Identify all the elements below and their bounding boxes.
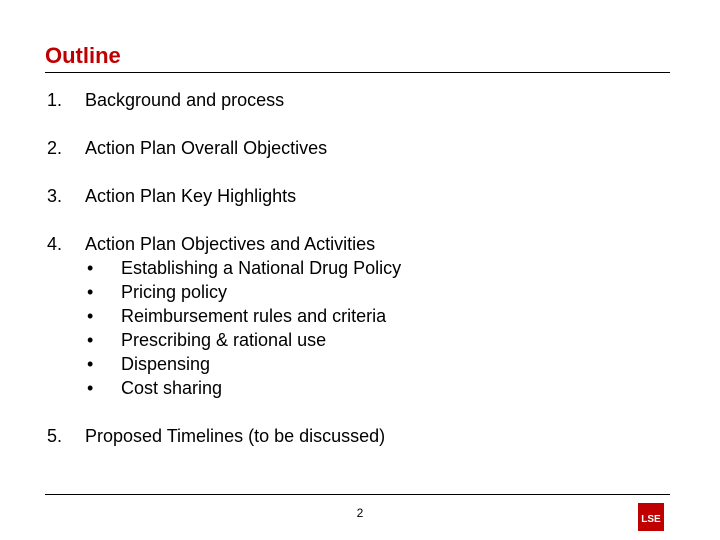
sub-item [85,256,401,280]
outline-list [47,88,401,448]
item-number: 1. [47,90,63,110]
item-number: 3. [47,186,63,206]
item-number: 2. [47,138,63,158]
outline-item-5 [47,424,401,448]
sub-item [85,328,401,352]
outline-item-2 [47,136,401,160]
sub-item [85,280,401,304]
title-divider [45,72,670,73]
sub-item-text: Prescribing & rational use [121,330,327,350]
page-number: 2 [356,506,364,520]
item-text: Action Plan Key Highlights [85,186,297,206]
item-text: Action Plan Objectives and Activities [85,234,376,254]
sub-item-text: Dispensing [121,354,211,374]
bullet-icon: • [87,354,94,374]
outline-item-1 [47,88,401,112]
sub-item [85,304,401,328]
sub-list [85,256,401,400]
outline-item-4 [47,232,401,400]
footer-divider [45,494,670,495]
bullet-icon: • [87,306,94,326]
bullet-icon: • [87,282,94,302]
bullet-icon: • [87,378,94,398]
sub-item-text: Pricing policy [121,282,228,302]
logo-text: LSE [641,514,661,525]
outline-item-3 [47,184,401,208]
slide-title: Outline [45,43,121,68]
sub-item-text: Establishing a National Drug Policy [121,258,402,278]
sub-item [85,376,401,400]
item-text: Action Plan Overall Objectives [85,138,328,158]
lse-logo [638,503,664,531]
sub-item-text: Reimbursement rules and criteria [121,306,387,326]
bullet-icon: • [87,258,94,278]
item-text: Proposed Timelines (to be discussed) [85,426,386,446]
bullet-icon: • [87,330,94,350]
sub-item [85,352,401,376]
item-number: 5. [47,426,63,446]
item-number: 4. [47,234,63,254]
item-text: Background and process [85,90,285,110]
sub-item-text: Cost sharing [121,378,223,398]
